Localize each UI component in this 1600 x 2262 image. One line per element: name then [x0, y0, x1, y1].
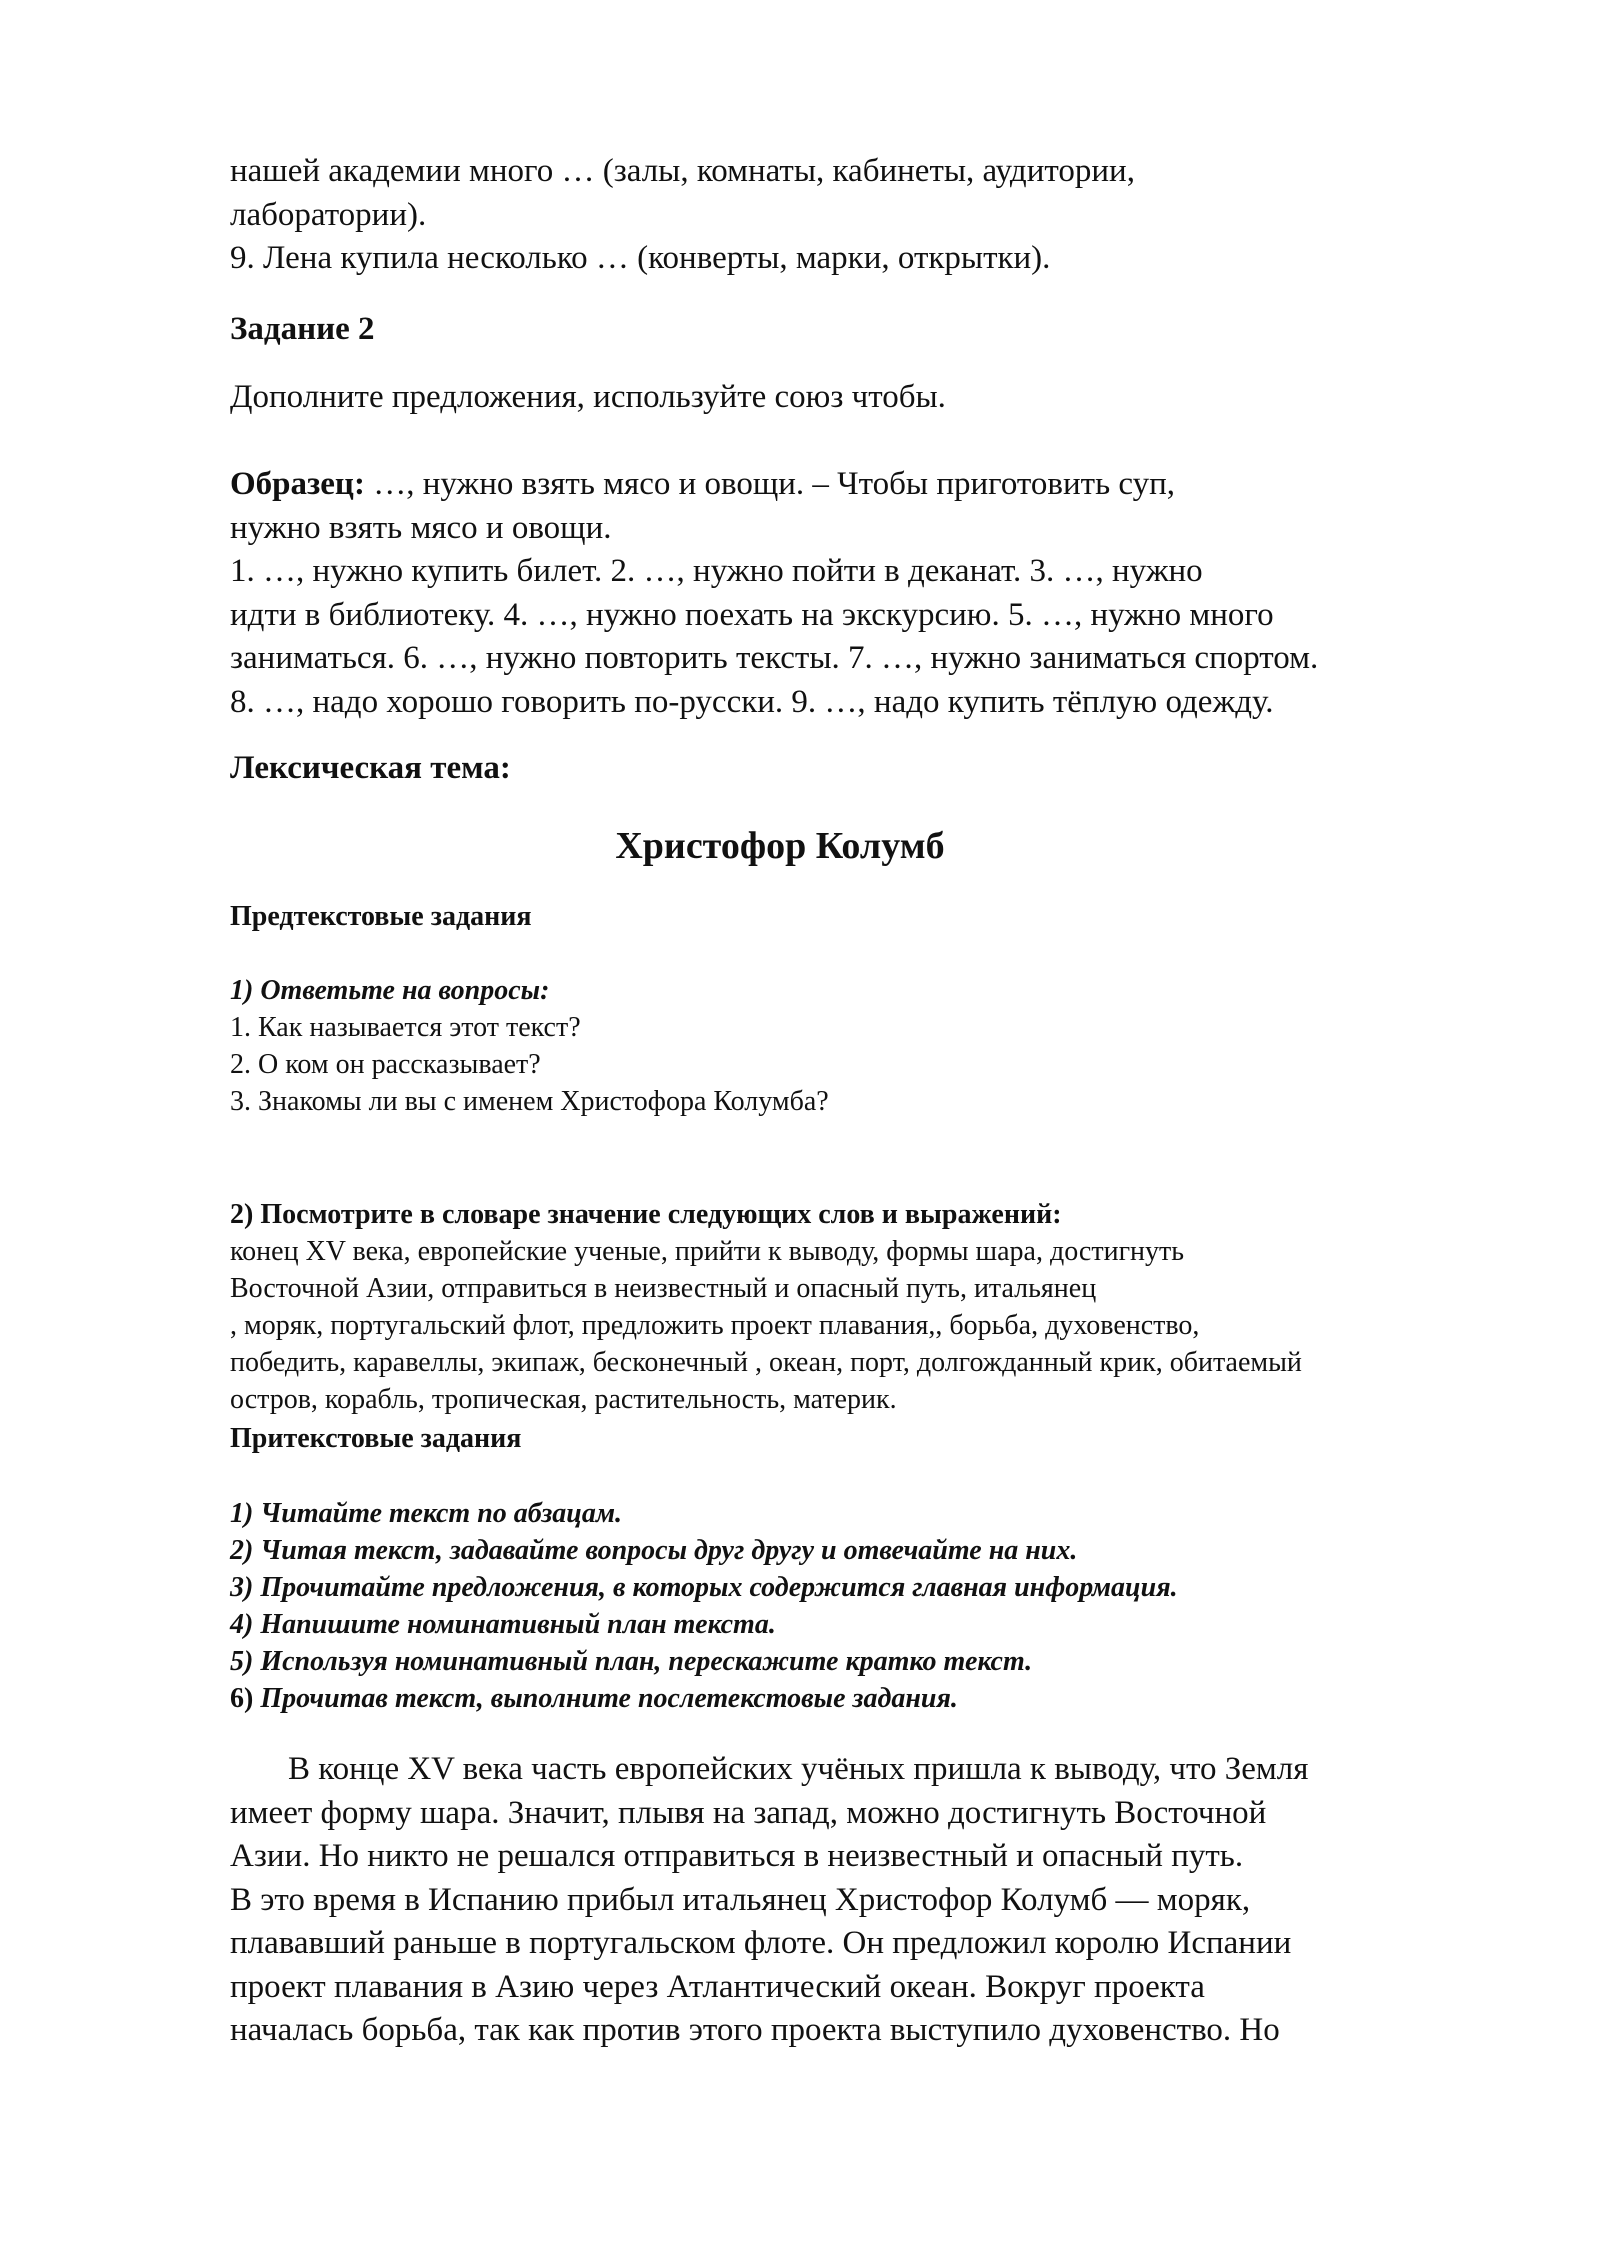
previous-exercise-continuation — [230, 150, 1500, 281]
task2-items-line: 8. …, надо хорошо говорить по-русски. 9. …, надо купить тёплую одежду. — [230, 683, 1274, 720]
main-text-line: плававший раньше в португальском флоте. Он предложил королю Испании — [230, 1925, 1292, 1961]
question-item: 3. Знакомы ли вы с именем Христофора Колумба? — [230, 1086, 829, 1117]
intext-task — [230, 1680, 1500, 1717]
task-text: Используя номинативный план, перескажите кратко текст. — [260, 1646, 1033, 1677]
task2-sample — [230, 463, 1500, 724]
text-line: лаборатории). — [230, 196, 427, 233]
vocab-line: Восточной Азии, отправиться в неизвестный и опасный путь, итальянец — [230, 1273, 1097, 1304]
task-number: 3) — [230, 1572, 261, 1603]
text-line: нашей академии много … (залы, комнаты, кабинеты, аудитории, — [230, 153, 1135, 189]
vocab-line: конец XV века, европейские ученые, прийти к выводу, формы шара, достигнуть — [230, 1236, 1185, 1267]
main-text-line: началась борьба, так как против этого проекта выступило духовенство. Но — [230, 2012, 1280, 2048]
vocab-line: , моряк, португальский флот, предложить проект плавания,, борьба, духовенство, — [230, 1310, 1200, 1341]
main-text-line: В конце XV века часть европейских учёных пришла к выводу, что Земля — [288, 1751, 1309, 1787]
intext-task — [230, 1643, 1500, 1680]
main-text — [230, 1748, 1500, 2053]
task-number: 5) — [230, 1646, 261, 1677]
lexical-heading: Лексическая тема: — [230, 750, 511, 786]
task-text: Читайте текст по абзацам. — [260, 1498, 623, 1529]
vocab-line: остров, корабль, тропическая, растительность, материк. — [230, 1384, 897, 1415]
vocab-heading: 2) Посмотрите в словаре значение следующих слов и выражений: — [230, 1199, 1062, 1230]
main-text-line: В это время в Испанию прибыл итальянец Христофор Колумб — моряк, — [230, 1881, 1251, 1918]
pretext-heading: Предтекстовые задания — [230, 901, 532, 932]
sample-label: Образец: — [230, 466, 365, 502]
intext-task — [230, 1495, 1500, 1532]
vocab-line: победить, каравеллы, экипаж, бесконечный , океан, порт, долгожданный крик, обитаемый — [230, 1347, 1302, 1378]
task-text: Прочитайте предложения, в которых содержится главная информация. — [260, 1572, 1178, 1603]
sample-line: нужно взять мясо и овощи. — [230, 509, 612, 546]
text-line: 9. Лена купила несколько … (конверты, марки, открытки). — [230, 240, 1051, 276]
intext-heading: Притекстовые задания — [230, 1423, 522, 1454]
main-text-line: Азии. Но никто не решался отправиться в неизвестный и опасный путь. — [230, 1838, 1244, 1874]
intext-task — [230, 1532, 1500, 1569]
pretext-questions — [230, 972, 1500, 1120]
task2-items-line: заниматься. 6. …, нужно повторить тексты. 7. …, нужно заниматься спортом. — [230, 640, 1319, 676]
intext-tasks — [230, 1495, 1500, 1717]
main-text-line: имеет форму шара. Значит, плывя на запад, можно достигнуть Восточной — [230, 1794, 1267, 1831]
task-number: 1) — [230, 1498, 261, 1529]
task-text: Читая текст, задавайте вопросы друг другу и отвечайте на них. — [260, 1535, 1078, 1566]
questions-heading: 1) Ответьте на вопросы: — [230, 975, 550, 1006]
sample-text: …, нужно взять мясо и овощи. – Чтобы приготовить суп, — [364, 466, 1176, 502]
sample-line — [230, 463, 1500, 507]
task2-items-line: идти в библиотеку. 4. …, нужно поехать на экскурсию. 5. …, нужно много — [230, 596, 1274, 633]
question-item: 2. О ком он рассказывает? — [230, 1049, 541, 1080]
task-text: Напишите номинативный план текста. — [260, 1609, 776, 1640]
task2-instruction: Дополните предложения, используйте союз чтобы. — [230, 379, 946, 415]
text-title: Христофор Колумб — [615, 825, 945, 867]
task-text: Прочитав текст, выполните послетекстовые задания. — [260, 1683, 958, 1714]
task-number: 6) — [230, 1683, 261, 1714]
task2-heading: Задание 2 — [230, 311, 375, 347]
main-text-line: проект плавания в Азию через Атлантический океан. Вокруг проекта — [230, 1968, 1205, 2005]
intext-task — [230, 1569, 1500, 1606]
task2-items-line: 1. …, нужно купить билет. 2. …, нужно пойти в деканат. 3. …, нужно — [230, 553, 1203, 589]
question-item: 1. Как называется этот текст? — [230, 1012, 581, 1043]
task-number: 4) — [230, 1609, 261, 1640]
vocab-block — [230, 1196, 1500, 1418]
intext-task — [230, 1606, 1500, 1643]
task-number: 2) — [230, 1535, 261, 1566]
